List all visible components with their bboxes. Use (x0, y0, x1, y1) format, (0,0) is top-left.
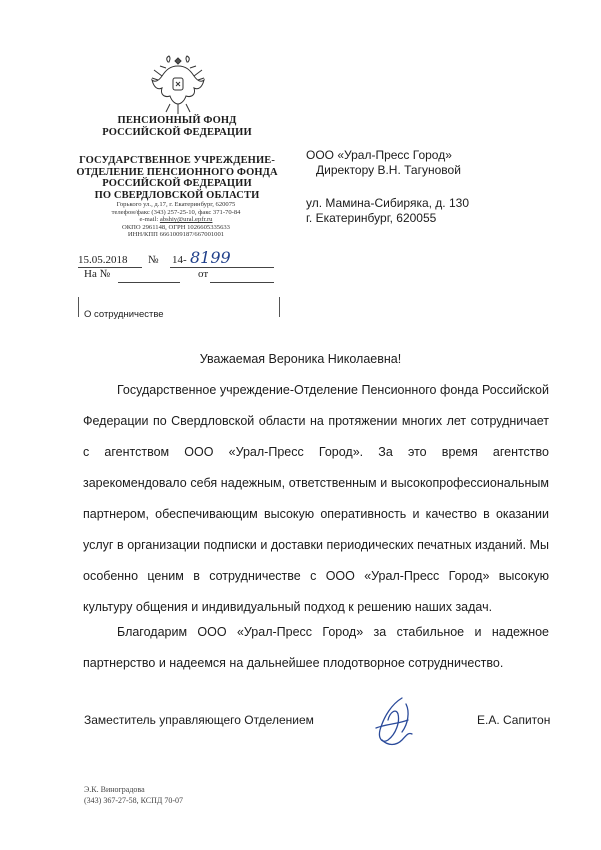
letter-greeting: Уважаемая Вероника Николаевна! (199, 352, 402, 366)
executor-name: Э.К. Виноградова (84, 785, 145, 794)
letter-paragraph: Благодарим ООО «Урал-Пресс Город» за стабильное и надежное партнерство и надеемся на дальнейшее плодотворное сотрудничество. (83, 625, 549, 670)
letter-subject: О сотрудничестве (84, 309, 164, 320)
date-underline (78, 267, 142, 268)
sender-contacts (76, 201, 276, 239)
ref-number-label: На № (84, 268, 111, 280)
addressee-city: г. Екатеринбург, 620055 (306, 211, 437, 225)
ref-date-underline (210, 282, 274, 283)
sender-address: Горького ул., д.17, г. Екатеринбург, 620075 (116, 201, 236, 208)
sender-email-link[interactable]: abshiy@ural.epfr.ru (159, 216, 213, 224)
org-name-line: ПЕНСИОННЫЙ ФОНД (117, 115, 237, 126)
handwritten-number: 8199 (190, 248, 231, 267)
sender-email-line (76, 216, 276, 224)
letter-paragraph: Государственное учреждение-Отделение Пенсионного фонда Российской Федерации по Свердловской области на протяжении многих лет сотрудничает с агентством ООО «Урал-Пресс Город». За это время агентство зарекомендовало себя надежным, ответственным и высокопрофессиональным партнером, обеспечивающим высокую оперативность и качество в оказании услуг в организации подписки и доставки периодических печатных изданий. Мы особенно ценим в сотрудничестве с ООО «Урал-Пресс Город» высокую культуру общения и индивидуальный подход к решению наших задач. (83, 383, 549, 614)
sender-okpo: ОКПО 2961148, ОГРН 1026605335633 (122, 223, 230, 231)
institution-name-line: ОТДЕЛЕНИЕ ПЕНСИОННОГО ФОНДА (76, 166, 278, 178)
ref-number-underline (118, 282, 180, 283)
addressee-director: Директору В.Н. Тагуновой (316, 163, 461, 177)
institution-name-line: РОССИЙСКОЙ ФЕДЕРАЦИИ (102, 178, 252, 189)
sender-phone: телефон/факс (343) 257-25-10, факс 371-70-84 (111, 208, 241, 216)
number-label: № (148, 254, 159, 266)
coat-of-arms-emblem-icon (148, 54, 208, 116)
addressee-company: ООО «Урал-Пресс Город» (306, 148, 452, 162)
number-prefix: 14- (172, 254, 187, 266)
executor-phone: (343) 367-27-58, КСПД 70-07 (84, 795, 184, 805)
handwritten-signature-icon (362, 694, 432, 752)
email-label: e-mail: (139, 216, 160, 224)
addressee-address (306, 196, 469, 226)
ref-date-label: от (198, 268, 209, 280)
executor-info (84, 785, 183, 806)
signatory-title: Заместитель управляющего Отделением (84, 713, 314, 727)
signatory-name: Е.А. Сапитон (477, 713, 551, 727)
institution-name-line: ГОСУДАРСТВЕННОЕ УЧРЕЖДЕНИЕ- (79, 155, 275, 166)
registration-date: 15.05.2018 (78, 254, 128, 266)
org-name-line: РОССИЙСКОЙ ФЕДЕРАЦИИ (102, 126, 252, 138)
addressee-block (306, 148, 461, 178)
issuer-organization (68, 115, 286, 138)
number-underline (170, 267, 274, 268)
issuer-institution (68, 155, 286, 201)
institution-name-line: ПО СВЕРДЛОВСКОЙ ОБЛАСТИ (94, 189, 260, 201)
addressee-street: ул. Мамина-Сибиряка, д. 130 (306, 196, 469, 210)
sender-inn: ИНН/КПП 6661009187/667001001 (127, 231, 225, 239)
